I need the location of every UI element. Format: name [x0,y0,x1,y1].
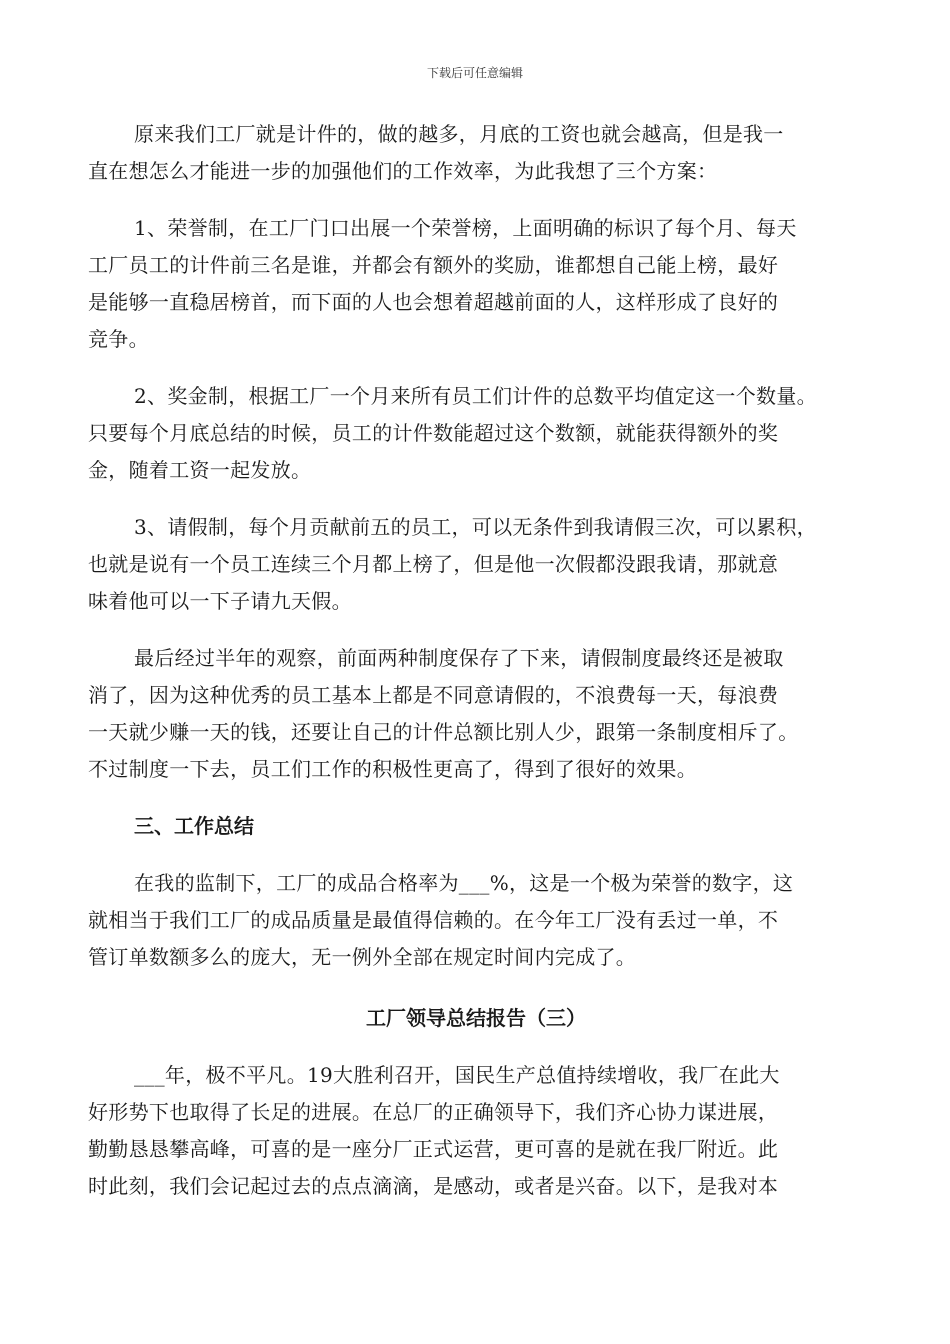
paragraph-line: 1、荣誉制，在工厂门口出展一个荣誉榜，上面明确的标识了每个月、每天 [134,216,797,240]
paragraph-line: 是能够一直稳居榜首，而下面的人也会想着超越前面的人，这样形成了良好的 [88,290,779,314]
paragraph-line: 工厂员工的计件前三名是谁，并都会有额外的奖励，谁都想自己能上榜，最好 [88,253,779,277]
paragraph-line: 消了，因为这种优秀的员工基本上都是不同意请假的，不浪费每一天，每浪费 [88,683,779,707]
paragraph-piecework [88,116,864,190]
paragraph-line: 直在想怎么才能进一步的加强他们的工作效率，为此我想了三个方案： [88,159,718,183]
paragraph-line: 只要每个月底总结的时候，员工的计件数能超过这个数额，就能获得额外的奖 [88,421,779,445]
paragraph-line: 3、请假制，每个月贡献前五的员工，可以无条件到我请假三次，可以累积， [134,515,817,539]
paragraph-summary [88,865,864,976]
paragraph-leave-system [88,509,864,620]
section-heading: 三、工作总结 [134,814,254,838]
paragraph-line: 就相当于我们工厂的成品质量是最值得信赖的。在今年工厂没有丢过一单，不 [88,908,779,932]
paragraph-line: 竞争。 [88,327,149,351]
paragraph-outcome [88,640,864,788]
paragraph-intro [88,1057,864,1205]
paragraph-line: 管订单数额多么的庞大，无一例外全部在规定时间内完成了。 [88,945,637,969]
paragraph-honor-system [88,210,864,358]
document-body [88,116,864,1205]
page-header: 下载后可任意编辑 [426,66,523,80]
paragraph-line: 一天就少赚一天的钱，还要让自己的计件总额比别人少，跟第一条制度相斥了。 [88,720,799,744]
paragraph-line: 金，随着工资一起发放。 [88,458,312,482]
paragraph-line: 勤勤恳恳攀高峰，可喜的是一座分厂正式运营，更可喜的是就在我厂附近。此 [88,1137,779,1161]
paragraph-line: 好形势下也取得了长足的进展。在总厂的正确领导下，我们齐心协力谋进展， [88,1100,779,1124]
document-title: 工厂领导总结报告（三） [366,1006,586,1030]
paragraph-line: 最后经过半年的观察，前面两种制度保存了下来，请假制度最终还是被取 [134,646,784,670]
paragraph-bonus-system [88,378,864,489]
paragraph-line: 不过制度一下去，员工们工作的积极性更高了，得到了很好的效果。 [88,757,697,781]
paragraph-line: 也就是说有一个员工连续三个月都上榜了，但是他一次假都没跟我请，那就意 [88,552,779,576]
paragraph-line: 原来我们工厂就是计件的，做的越多，月底的工资也就会越高，但是我一 [134,122,784,146]
paragraph-line: 味着他可以一下子请九天假。 [88,589,352,613]
paragraph-line: 在我的监制下，工厂的成品合格率为___%，这是一个极为荣誉的数字，这 [134,871,794,895]
paragraph-line: ___年，极不平凡。19大胜利召开，国民生产总值持续增收，我厂在此大 [134,1063,780,1087]
paragraph-line: 2、奖金制，根据工厂一个月来所有员工们计件的总数平均值定这一个数量。 [134,384,817,408]
paragraph-line: 时此刻，我们会记起过去的点点滴滴，是感动，或者是兴奋。以下，是我对本 [88,1174,779,1198]
